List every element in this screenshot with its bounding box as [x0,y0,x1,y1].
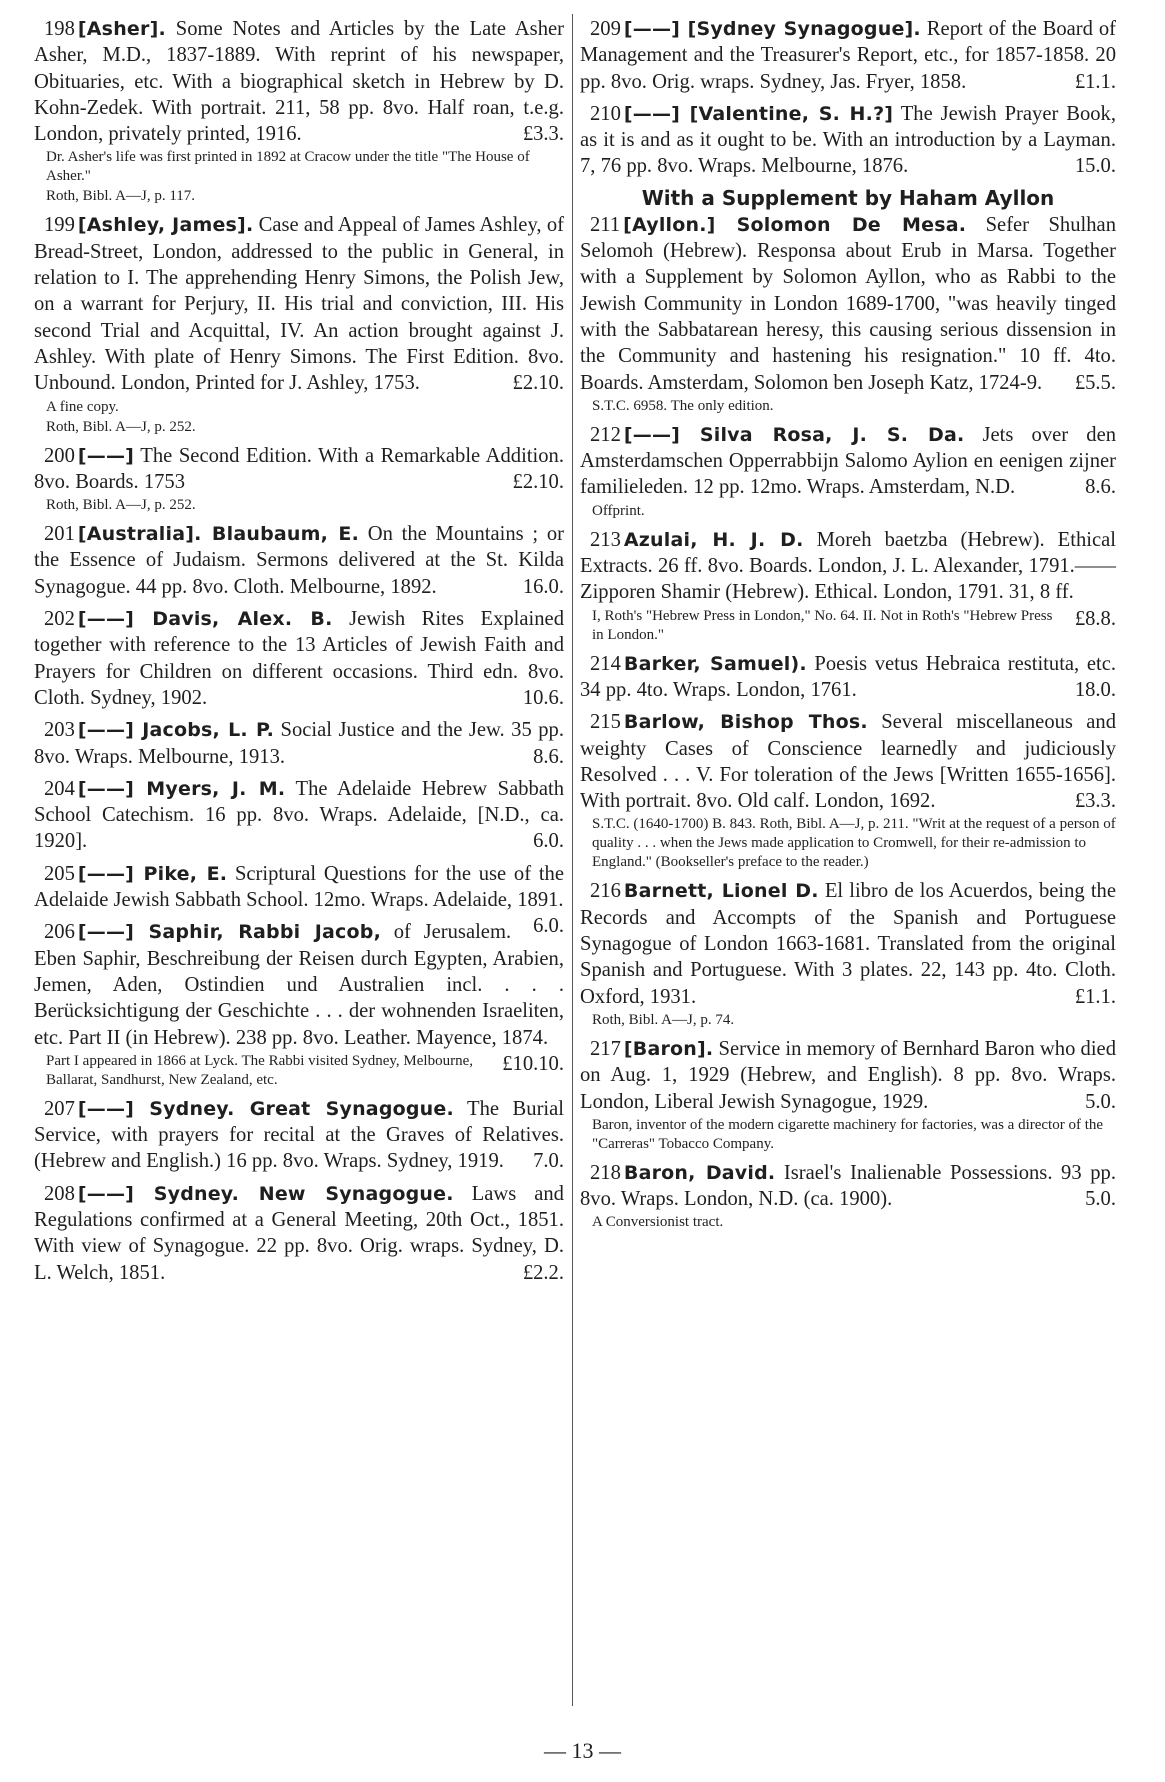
entry-price: £2.2. [522,1261,564,1284]
entry-description: On the Mountains ; or the Essence of Judaism. Sermons delivered at the St. Kilda Synagogue. 44 pp. 8vo. Cloth. Melbourne, 1892. [34,523,564,598]
catalogue-entry [580,101,1116,180]
entry-price: £3.3. [1074,790,1116,813]
entry-heading: [——] Sydney. Great Synagogue. [77,1097,454,1120]
entry-body [34,521,564,600]
catalogue-entry [580,878,1116,1029]
entry-price: £1.1. [1074,985,1116,1008]
entry-heading: [——] [Sydney Synagogue]. [623,18,921,40]
entry-description: of Jerusalem. Eben Saphir, Beschreibung der Reisen durch Egypten, Arabien, Jemen, Aden, Ostindien und Australien incl. . . . Berücksichtigung der Geschichte . . . der wohnenden Israeliten, etc. Part II (in Hebrew). 238 pp. 8vo. Leather. Mayence, 1874. [34,921,564,1049]
catalogue-entry [34,1096,564,1175]
entry-body [34,1181,564,1286]
entry-note: S.T.C. (1640-1700) B. 843. Roth, Bibl. A—J, p. 211. "Writ at the request of a person of quality . . . when the Jews made application to Cromwell, for their re-admission to England." (Bookseller's preface to the reader.) [592,816,1116,871]
entry-body [580,878,1116,1009]
entry-description: Moreh baetzba (Hebrew). Ethical Extracts. 26 ff. 8vo. Boards. London, J. L. Alexander, 1791.—— Zipporen Shamir (Hebrew). Ethical. London, 1791. 31, 8 ff. [580,528,1116,604]
entry-heading: [——] Pike, E. [77,862,228,885]
column-divider [572,14,573,1706]
entry-note: Dr. Asher's life was first printed in 1892 at Cracow under the title "The House of Asher." [46,149,530,185]
entry-description: Several miscellaneous and weighty Cases of Conscience learnedly and judiciously Resolved . . . V. For toleration of the Jews [Written 1655-1656]. With portrait. 8vo. Old calf. London, 1692. [580,711,1117,813]
entry-price: 15.0. [1074,155,1116,178]
entry-body [34,443,564,496]
entry-description: Social Justice and the Jew. 35 pp. 8vo. Wraps. Melbourne, 1913. [34,719,565,768]
entry-number: 212 [590,423,621,446]
entry-body [34,16,564,147]
catalogue-entry [34,16,564,206]
entry-body [580,212,1116,396]
entry-price: 5.0. [1085,1090,1116,1113]
entry-number: 210 [590,102,621,125]
entry-description: Laws and Regulations confirmed at a General Meeting, 20th Oct., 1851. With view of Synagogue. 22 pp. 8vo. Orig. wraps. Sydney, D. L. Welch, 1851. [34,1182,564,1284]
catalogue-entry [580,1036,1116,1154]
entry-price: 18.0. [1074,678,1116,701]
entry-heading: [——] Myers, J. M. [77,777,286,800]
entry-heading: Barnett, Lionel D. [623,880,819,903]
entry-heading: Baron, David. [623,1161,776,1184]
entry-number: 202 [44,608,75,631]
left-column [34,16,564,1292]
entry-number: 198 [44,18,75,40]
entry-note: Roth, Bibl. A—J, p. 117. [46,188,196,205]
entry-number: 211 [590,213,621,236]
entry-description: Jets over den Amsterdamschen Opperrabbijn Salomo Aylion en eenigen zijner familieleden. 12 pp. 12mo. Wraps. Amsterdam, N.D. [580,423,1117,499]
entry-description: The Jewish Prayer Book, as it is and as it ought to be. With an introduction by a Layman. 7, 76 pp. 8vo. Wraps. Melbourne, 1876. [580,102,1116,178]
catalogue-entry [580,16,1116,95]
entry-number: 208 [44,1182,75,1205]
entry-number: 209 [590,18,621,40]
entry-number: 207 [44,1097,75,1120]
entry-price: 16.0. [522,575,564,598]
entry-description: Sefer Shulhan Selomoh (Hebrew). Responsa about Erub in Marsa. Together with a Supplement by Solomon Ayllon, who as Rabbi to the Jewish Community in London 1689-1700, "was heavily tinged with the Sabbatarean heresy, this causing serious dissension in the Community and hastening his resignation." 10 ff. 4to. Boards. Amsterdam, Solomon ben Joseph Katz, 1724-9. [580,213,1116,394]
entry-heading: [——] Sydney. New Synagogue. [77,1182,454,1205]
entry-number: 206 [44,921,75,944]
catalogue-entry [34,443,564,516]
entry-body [580,1160,1116,1213]
catalogue-entry [34,606,564,711]
entry-heading: Azulai, H. J. D. [623,528,804,551]
catalogue-entry [34,1181,564,1286]
entry-body [34,1096,564,1175]
entry-note: Baron, inventor of the modern cigarette machinery for factories, was a director of the "Carreras" Tobacco Company. [592,1116,1104,1152]
entry-price: 6.0. [533,830,564,853]
entry-description: Scriptural Questions for the use of the Adelaide Jewish Sabbath School. 12mo. Wraps. Adelaide, 1891. [34,862,564,912]
entry-body [34,212,564,396]
catalogue-entry [580,527,1116,645]
entry-heading: Barker, Samuel). [623,652,807,675]
catalogue-entry [580,422,1116,521]
page-number: — 13 — [544,1738,621,1763]
entry-body [34,606,564,711]
entry-description: Poesis vetus Hebraica restituta, etc. 34 pp. 4to. Wraps. London, 1761. [580,652,1116,701]
entry-note: A fine copy. [46,398,119,415]
entry-note: Roth, Bibl. A—J, p. 252. [46,418,196,435]
entry-description: Israel's Inalienable Possessions. 93 pp. 8vo. Wraps. London, N.D. (ca. 1900). [580,1161,1116,1211]
catalogue-entry [580,212,1116,416]
entry-note: A Conversionist tract. [592,1214,724,1231]
entry-price: £2.10. [512,372,564,395]
entry-price: 8.6. [533,745,564,768]
entry-note: S.T.C. 6958. The only edition. [592,397,774,414]
entry-heading: [Ashley, James]. [77,214,254,237]
entry-note: Roth, Bibl. A—J, p. 74. [592,1011,735,1028]
entry-body [580,16,1116,95]
entry-price: £2.10. [512,470,564,493]
entry-body [580,422,1116,501]
entry-description: El libro de los Acuerdos, being the Records and Accompts of the Spanish and Portuguese Synagogue of London 1663-1681. Translated from the original Spanish and Portuguese. With 3 plates. 22, 143 pp. 4to. Cloth. Oxford, 1931. [580,880,1116,1008]
catalogue-entry [34,521,564,600]
entry-description: Case and Appeal of James Ashley, of Bread-Street, London, addressed to the public in General, in relation to I. The apprehending Henry Simons, the Polish Jew, on a warrant for Perjury, II. His trial and conviction, III. His second Trial and Acquittal, IV. An action brought against J. Ashley. With plate of Henry Simons. The First Edition. 8vo. Unbound. London, Printed for J. Ashley, 1753. [34,214,564,395]
entry-body [580,101,1116,180]
entry-number: 218 [590,1161,621,1184]
entry-description: The Adelaide Hebrew Sabbath School Catechism. 16 pp. 8vo. Wraps. Adelaide, [N.D., ca. 1920]. [34,777,564,853]
entry-heading: [——] Saphir, Rabbi Jacob, [77,921,381,944]
entry-description: Jewish Rites Explained together with reference to the 13 Articles of Jewish Faith and Prayers for Children on different occasions. Third edn. 8vo. Cloth. Sydney, 1902. [34,608,564,709]
entry-price: 8.6. [1085,476,1116,499]
entry-heading: [Australia]. Blaubaum, E. [77,523,360,546]
entry-price: £10.10. [502,1052,564,1075]
entry-body [580,651,1116,704]
entry-body [34,717,564,770]
entry-heading: [——] Davis, Alex. B. [77,608,333,631]
entry-price: 5.0. [1085,1188,1116,1211]
entry-note: Offprint. [592,502,645,519]
entry-number: 214 [590,652,621,675]
entry-number: 201 [44,523,75,546]
entry-number: 203 [44,719,75,742]
catalogue-entry [580,1160,1116,1233]
catalogue-entry [34,776,564,855]
entry-body [34,776,564,855]
entry-price: 10.6. [522,686,564,709]
entry-price: £5.5. [1074,371,1116,394]
entry-price: 6.0. [533,915,564,938]
entry-note: Roth, Bibl. A—J, p. 252. [46,497,196,514]
section-heading: With a Supplement by Haham Ayllon [641,185,1055,210]
entry-heading: [——] [Valentine, S. H.?] [623,102,894,125]
entry-body [580,709,1116,814]
entry-number: 200 [44,444,75,467]
entry-heading: [Ayllon.] Solomon De Mesa. [623,213,967,236]
entry-heading: Barlow, Bishop Thos. [623,711,868,734]
entry-price: £3.3. [522,123,564,146]
catalogue-entry [34,717,564,770]
catalogue-entry [580,709,1116,872]
entry-number: 205 [44,862,75,885]
entry-heading: [——] [77,444,135,467]
entry-heading: [Asher]. [77,18,166,40]
catalogue-entry [34,919,564,1089]
catalogue-entry [34,212,564,436]
entry-number: 204 [44,777,75,800]
entry-price: £1.1. [1074,70,1116,93]
entry-heading: [——] Silva Rosa, J. S. Da. [623,423,965,446]
entry-number: 216 [590,880,621,903]
entry-price: £8.8. [1074,607,1116,630]
catalogue-entry [580,651,1116,704]
entry-description: Service in memory of Bernhard Baron who died on Aug. 1, 1929 (Hebrew, and English). 8 pp. 8vo. Wraps. London, Liberal Jewish Synagogue, 1929. [580,1037,1116,1113]
entry-description: The Burial Service, with prayers for recital at the Graves of Relatives. (Hebrew and English.) 16 pp. 8vo. Wraps. Sydney, 1919. [34,1097,565,1173]
entry-body [580,1036,1116,1115]
entry-note: Part I appeared in 1866 at Lyck. The Rabbi visited Sydney, Melbourne, Ballarat, Sandhurst, New Zealand, etc. [46,1052,473,1088]
entry-description: Report of the Board of Management and the Treasurer's Report, etc., for 1857-1858. 20 pp. 8vo. Orig. wraps. Sydney, Jas. Fryer, 1858. [580,18,1116,93]
entry-heading: [Baron]. [623,1037,714,1060]
entry-number: 215 [590,711,621,734]
entry-heading: [——] Jacobs, L. P. [77,719,275,742]
entry-description: Some Notes and Articles by the Late Asher Asher, M.D., 1837-1889. With reprint of his newspaper, Obituaries, etc. With a biographical sketch in Hebrew by D. Kohn-Zedek. With portrait. 211, 58 pp. 8vo. Half roan, t.e.g. London, privately printed, 1916. [34,18,564,146]
entry-number: 217 [590,1037,621,1060]
entry-description: The Second Edition. With a Remarkable Addition. 8vo. Boards. 1753 [34,444,564,493]
right-column [580,16,1116,1238]
entry-price: 7.0. [533,1150,564,1173]
entry-number: 199 [44,214,75,237]
entry-note: I, Roth's "Hebrew Press in London," No. 64. II. Not in Roth's "Hebrew Press in London." [592,607,1053,643]
entry-number: 213 [590,528,621,551]
